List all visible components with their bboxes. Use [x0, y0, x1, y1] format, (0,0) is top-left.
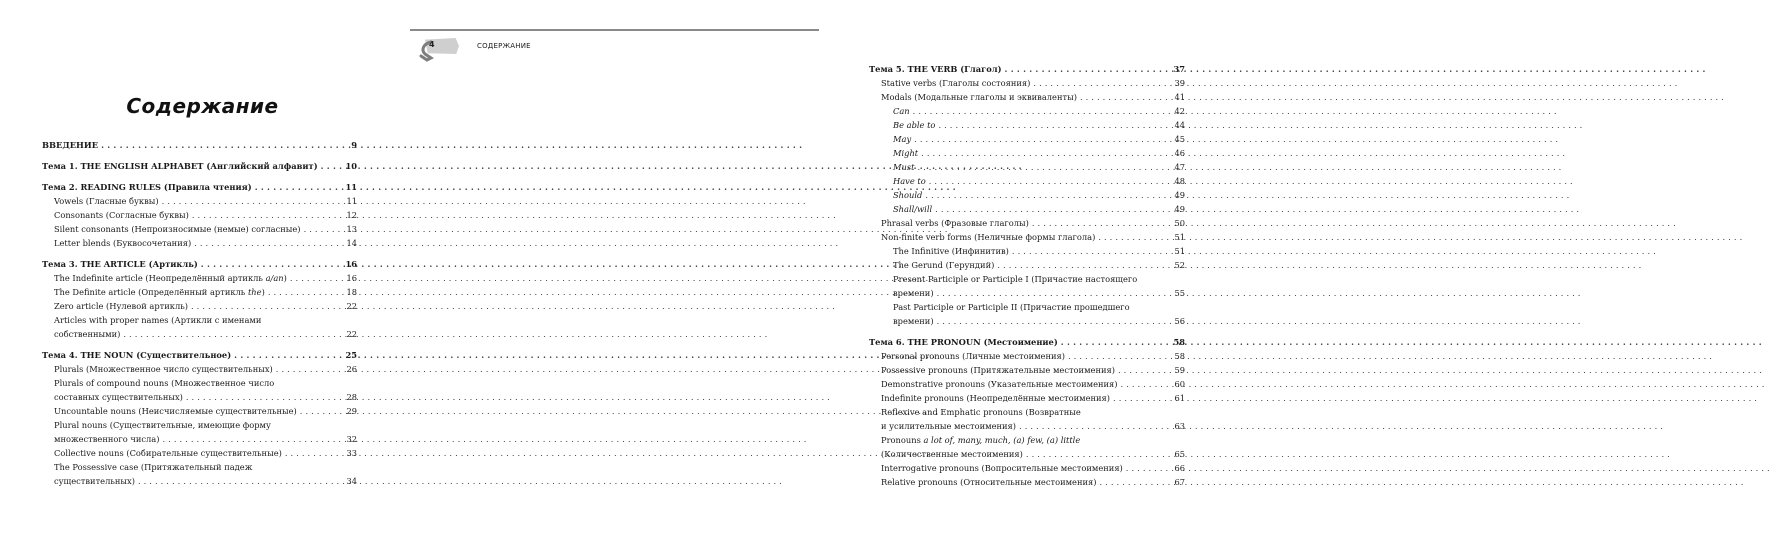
toc-entry[interactable] — [869, 349, 1185, 363]
toc-entry[interactable] — [42, 313, 357, 341]
entry-text-line1: Articles with proper names (Артикли с именами — [54, 315, 262, 325]
page-ref: 44 — [1174, 120, 1185, 130]
toc-entry[interactable] — [869, 433, 1185, 461]
toc-entry[interactable] — [869, 216, 1185, 230]
dot-leader — [925, 188, 1171, 202]
dot-leader — [101, 138, 348, 152]
dot-leader — [186, 390, 344, 404]
page-ref: 10 — [345, 161, 357, 171]
toc-entry[interactable] — [869, 405, 1185, 433]
dot-leader — [1080, 90, 1172, 104]
entry-text-line1: Present Participle or Participle I (Причастие настоящего — [893, 274, 1138, 284]
dot-leader — [1100, 475, 1172, 489]
dot-leader — [163, 432, 344, 446]
dot-leader — [913, 104, 1172, 118]
dot-leader — [921, 146, 1171, 160]
page-ref: 42 — [1174, 106, 1185, 116]
entry-text: Relative pronouns (Относительные местоимения) — [881, 477, 1097, 487]
entry-text: Might — [893, 148, 919, 158]
entry-text-line2: и усилительные местоимения) — [881, 421, 1017, 431]
entry-text: Uncountable nouns (Неисчисляемые существительные) — [54, 406, 297, 416]
toc-entry[interactable] — [869, 475, 1185, 489]
entry-text-pre: The Indefinite article (Неопределённый артикль — [54, 273, 266, 283]
toc-entry[interactable] — [869, 244, 1185, 258]
entry-text-line1: Plurals of compound nouns (Множественное число — [54, 378, 275, 388]
dot-leader — [1005, 62, 1171, 76]
entry-text: Indefinite pronouns (Неопределённые местоимения) — [881, 393, 1111, 403]
entry-text-pre: The Definite article (Определённый артикль — [54, 287, 248, 297]
dot-leader — [285, 446, 344, 460]
page-number: 4 — [429, 40, 435, 49]
dot-leader — [162, 194, 344, 208]
toc-title: Содержание — [126, 94, 279, 118]
toc-entry[interactable] — [42, 446, 357, 460]
page-ref: 63 — [1174, 421, 1185, 431]
page-ref: 32 — [346, 434, 357, 444]
toc-entry[interactable] — [42, 418, 357, 446]
entry-text: Тема 4. THE NOUN (Существительное) — [42, 350, 232, 360]
entry-text-line2-row — [881, 447, 1185, 461]
toc-entry[interactable] — [42, 194, 357, 208]
toc-right — [869, 62, 1185, 489]
page-ref: 52 — [1174, 260, 1185, 270]
dot-leader — [194, 236, 343, 250]
page-ref: 48 — [1174, 176, 1185, 186]
page-ref: 45 — [1174, 134, 1185, 144]
entry-text-line1: Past Participle or Participle II (Причастие прошедшего — [893, 302, 1130, 312]
page-ref: 16 — [346, 273, 357, 283]
entry-text: Plurals (Множественное число существительных) — [54, 364, 273, 374]
entry-text: Consonants (Согласные буквы) — [54, 210, 189, 220]
toc-entry[interactable] — [42, 362, 357, 376]
entry-text: May — [893, 134, 912, 144]
toc-entry[interactable] — [869, 76, 1185, 90]
page-ref: 49 — [1174, 204, 1185, 214]
entry-text: Personal pronouns (Личные местоимения) — [881, 351, 1065, 361]
dot-leader — [937, 314, 1172, 328]
entry-text-line2: собственными) — [54, 329, 121, 339]
entry-text: Letter blends (Буквосочетания) — [54, 238, 192, 248]
toc-entry[interactable] — [869, 160, 1185, 174]
page-ref: 11 — [346, 196, 357, 206]
dot-leader — [138, 474, 344, 488]
page-ref: 61 — [1174, 393, 1185, 403]
entry-text: Vowels (Гласные буквы) — [54, 196, 159, 206]
toc-left — [42, 138, 357, 488]
entry-text: Modals (Модальные глаголы и эквиваленты) — [881, 92, 1077, 102]
page-ref: 58 — [1173, 337, 1185, 347]
page-ref: 55 — [1174, 288, 1185, 298]
dot-leader — [276, 362, 344, 376]
entry-text — [54, 271, 287, 285]
dot-leader — [1113, 391, 1171, 405]
dot-leader — [917, 160, 1171, 174]
dot-leader — [321, 159, 343, 173]
toc-entry[interactable] — [869, 104, 1185, 118]
entry-text: Тема 2. READING RULES (Правила чтения) — [42, 182, 252, 192]
toc-entry[interactable] — [42, 236, 357, 250]
dot-leader — [290, 271, 344, 285]
toc-entry[interactable] — [869, 62, 1185, 76]
toc-entry[interactable] — [42, 285, 357, 299]
dot-leader — [1012, 244, 1172, 258]
toc-entry[interactable] — [869, 90, 1185, 104]
entry-text-line2: времени) — [893, 288, 934, 298]
page-ref: 34 — [346, 476, 357, 486]
page-ref: 41 — [1174, 92, 1185, 102]
entry-text-post: ) — [261, 287, 265, 297]
toc-entry[interactable] — [42, 257, 357, 271]
entry-text-line2-row — [54, 474, 357, 488]
dot-leader — [935, 202, 1171, 216]
entry-text-line1 — [881, 433, 1185, 447]
page-ref: 60 — [1174, 379, 1185, 389]
dot-leader — [1033, 76, 1171, 90]
page-ref: 58 — [1174, 351, 1185, 361]
entry-text: Collective nouns (Собирательные существительные) — [54, 448, 282, 458]
entry-text-line1: Reflexive and Emphatic pronouns (Возвратные — [881, 407, 1081, 417]
page-ref: 47 — [1174, 162, 1185, 172]
entry-text: Тема 6. THE PRONOUN (Местоимение) — [869, 337, 1058, 347]
entry-text-italic: the — [247, 287, 262, 297]
toc-entry[interactable] — [42, 138, 357, 152]
entry-text-line2-row — [893, 286, 1185, 300]
toc-entry[interactable] — [42, 299, 357, 313]
toc-entry[interactable] — [869, 188, 1185, 202]
dot-leader — [201, 257, 343, 271]
header-rule — [410, 29, 819, 31]
entry-text-line2: множественного числа) — [54, 434, 160, 444]
entry-text-italic: a/an — [265, 273, 284, 283]
entry-text: Stative verbs (Глаголы состояния) — [881, 78, 1031, 88]
dot-leader — [234, 348, 342, 362]
toc-entry[interactable] — [869, 230, 1185, 244]
entry-text: Demonstrative pronouns (Указательные местоимения) — [881, 379, 1118, 389]
page-ref: 11 — [345, 182, 357, 192]
entry-text: The Infinitive (Инфинитив) — [893, 246, 1009, 256]
entry-text-line2: существительных) — [54, 476, 135, 486]
entry-text-pre: Pronouns — [881, 435, 924, 445]
toc-entry[interactable] — [869, 335, 1185, 349]
entry-text-line1: Plural nouns (Существительные, имеющие форму — [54, 420, 271, 430]
dot-leader — [191, 299, 343, 313]
page-ref: 37 — [1173, 64, 1185, 74]
entry-text: Interrogative pronouns (Вопросительные местоимения) — [881, 463, 1123, 473]
dot-leader — [1061, 335, 1171, 349]
dot-leader — [997, 258, 1171, 272]
dot-leader — [192, 208, 344, 222]
entry-text: Must — [893, 162, 915, 172]
entry-text: Zero article (Нулевой артикль) — [54, 301, 188, 311]
dot-leader — [938, 118, 1171, 132]
dot-leader — [1118, 363, 1171, 377]
entry-text: Possessive pronouns (Притяжательные местоимения) — [881, 365, 1115, 375]
entry-text: Have to — [893, 176, 926, 186]
toc-entry[interactable] — [869, 132, 1185, 146]
page-ref: 28 — [346, 392, 357, 402]
dot-leader — [1098, 230, 1171, 244]
page-ref: 56 — [1174, 316, 1185, 326]
toc-entry[interactable] — [869, 391, 1185, 405]
entry-text-line2: составных существительных) — [54, 392, 183, 402]
dot-leader — [937, 286, 1172, 300]
entry-text-italic: a lot of, many, much, (a) few, (a) little — [923, 435, 1081, 445]
page-ref: 16 — [345, 259, 357, 269]
entry-text: Be able to — [893, 120, 936, 130]
toc-entry[interactable] — [42, 222, 357, 236]
toc-entry[interactable] — [869, 272, 1185, 300]
entry-text: Should — [893, 190, 923, 200]
toc-entry[interactable] — [869, 258, 1185, 272]
toc-entry[interactable] — [869, 174, 1185, 188]
entry-text-line2-row — [54, 327, 357, 341]
page-ref: 51 — [1174, 246, 1185, 256]
page-ref: 25 — [345, 350, 357, 360]
entry-text-line2-row — [54, 432, 357, 446]
entry-text: Тема 1. THE ENGLISH ALPHABET (Английский алфавит) — [42, 161, 318, 171]
entry-text: Silent consonants (Непроизносимые (немые) согласные) — [54, 224, 301, 234]
toc-entry[interactable] — [42, 376, 357, 404]
entry-text: Shall/will — [893, 204, 933, 214]
dot-leader — [304, 222, 344, 236]
page-ref: 59 — [1174, 365, 1185, 375]
dot-leader — [300, 404, 344, 418]
toc-entry[interactable] — [42, 348, 357, 362]
entry-text: Тема 3. THE ARTICLE (Артикль) — [42, 259, 198, 269]
entry-text-line2: времени) — [893, 316, 934, 326]
entry-text: Can — [893, 106, 910, 116]
entry-text: Phrasal verbs (Фразовые глаголы) — [881, 218, 1029, 228]
page-ref: 29 — [346, 406, 357, 416]
page-ref: 65 — [1174, 449, 1185, 459]
right-page — [405, 0, 1185, 540]
page-ref: 26 — [346, 364, 357, 374]
toc-entry[interactable] — [42, 159, 357, 173]
page-ref: 39 — [1174, 78, 1185, 88]
page-ref: 67 — [1174, 477, 1185, 487]
dot-leader — [268, 285, 344, 299]
dot-leader — [1126, 461, 1172, 475]
page-ref: 33 — [346, 448, 357, 458]
toc-entry[interactable] — [869, 461, 1185, 475]
page-ref: 49 — [1174, 190, 1185, 200]
entry-text-line2-row — [893, 314, 1185, 328]
page-ref: 22 — [346, 329, 357, 339]
page-ref: 9 — [351, 140, 357, 150]
toc-entry[interactable] — [869, 363, 1185, 377]
page-ref: 66 — [1174, 463, 1185, 473]
toc-entry[interactable] — [42, 404, 357, 418]
page-ref: 51 — [1174, 232, 1185, 242]
page-ref: 14 — [346, 238, 357, 248]
dot-leader — [1026, 447, 1172, 461]
entry-text-line1: The Possessive case (Притяжательный падеж — [54, 462, 253, 472]
toc-entry[interactable] — [869, 202, 1185, 216]
running-head: СОДЕРЖАНИЕ — [477, 42, 531, 50]
entry-text: Тема 5. THE VERB (Глагол) — [869, 64, 1002, 74]
page-ref: 13 — [346, 224, 357, 234]
toc-entry[interactable] — [869, 118, 1185, 132]
dot-leader — [914, 132, 1171, 146]
entry-text: The Gerund (Герундий) — [893, 260, 995, 270]
dot-leader — [123, 327, 343, 341]
dot-leader — [255, 180, 343, 194]
toc-entry[interactable] — [42, 271, 357, 285]
toc-entry[interactable] — [42, 180, 357, 194]
entry-text-post: ) — [283, 273, 287, 283]
entry-text: Non-finite verb forms (Неличные формы глагола) — [881, 232, 1096, 242]
entry-text-line2: (Количественные местоимения) — [881, 449, 1023, 459]
entry-text-line2-row — [881, 419, 1185, 433]
toc-entry[interactable] — [42, 460, 357, 488]
dot-leader — [929, 174, 1172, 188]
left-page — [0, 0, 405, 540]
toc-entry[interactable] — [869, 377, 1185, 391]
entry-text — [54, 285, 265, 299]
page-ref: 18 — [346, 287, 357, 297]
dot-leader — [1032, 216, 1172, 230]
toc-entry[interactable] — [42, 208, 357, 222]
dot-leader — [1019, 419, 1171, 433]
dot-leader — [1121, 377, 1172, 391]
page-ref: 22 — [346, 301, 357, 311]
page-ref: 12 — [346, 210, 357, 220]
toc-entry[interactable] — [869, 146, 1185, 160]
page-ref: 50 — [1174, 218, 1185, 228]
entry-text: ВВЕДЕНИЕ — [42, 140, 99, 150]
page-ref: 46 — [1174, 148, 1185, 158]
entry-text-line2-row — [54, 390, 357, 404]
toc-entry[interactable] — [869, 300, 1185, 328]
dot-leader — [1068, 349, 1171, 363]
